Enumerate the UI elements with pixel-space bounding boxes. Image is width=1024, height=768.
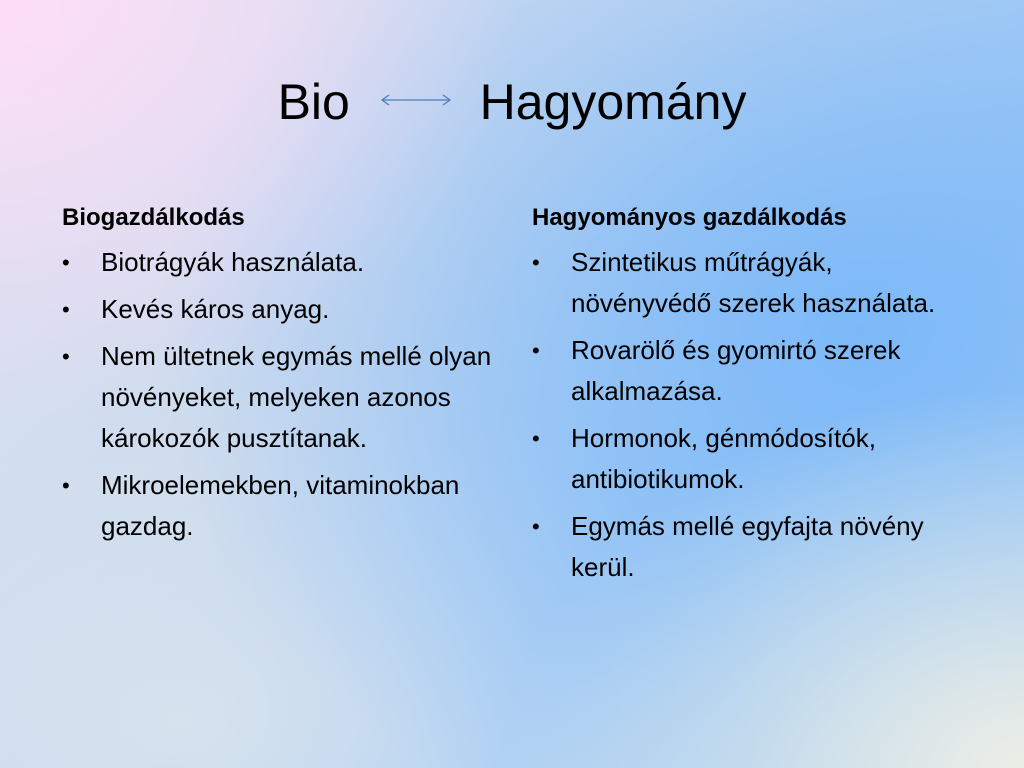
right-column-heading: Hagyományos gazdálkodás — [532, 204, 847, 231]
slide-title — [0, 68, 1024, 132]
bullet: • — [62, 473, 70, 498]
list-item — [62, 465, 502, 547]
right-bullet-list — [532, 242, 972, 588]
bullet: • — [62, 344, 70, 369]
list-item — [532, 506, 972, 588]
list-item — [532, 242, 972, 324]
bullet: • — [532, 514, 540, 539]
bullet: • — [532, 250, 540, 275]
list-item — [532, 418, 972, 500]
list-item — [62, 336, 502, 459]
left-column-heading: Biogazdálkodás — [62, 204, 245, 231]
bullet: • — [62, 297, 70, 322]
list-item — [62, 242, 502, 283]
double-arrow-icon — [380, 93, 452, 107]
title-left: Bio — [277, 73, 350, 130]
left-bullet-list — [62, 242, 502, 547]
list-item-text: Rovarölő és gyomirtó szerek alkalmazása. — [571, 335, 901, 406]
list-item-text: Nem ültetnek egymás mellé olyan növényeket, melyeken azonos károkozók pusztítanak. — [101, 341, 492, 453]
list-item-text: Hormonok, génmódosítók, antibiotikumok. — [571, 423, 876, 494]
bullet: • — [62, 250, 70, 275]
list-item-text: Szintetikus műtrágyák, növényvédő szerek használata. — [571, 247, 936, 318]
list-item — [532, 330, 972, 412]
bullet: • — [532, 338, 540, 363]
list-item — [62, 289, 502, 330]
list-item-text: Biotrágyák használata. — [101, 247, 365, 277]
right-column — [532, 200, 972, 594]
left-column — [62, 200, 502, 553]
list-item-text: Egymás mellé egyfajta növény kerül. — [571, 511, 924, 582]
bullet: • — [532, 426, 540, 451]
list-item-text: Kevés káros anyag. — [101, 294, 330, 324]
list-item-text: Mikroelemekben, vitaminokban gazdag. — [101, 470, 460, 541]
title-right: Hagyomány — [479, 73, 747, 130]
